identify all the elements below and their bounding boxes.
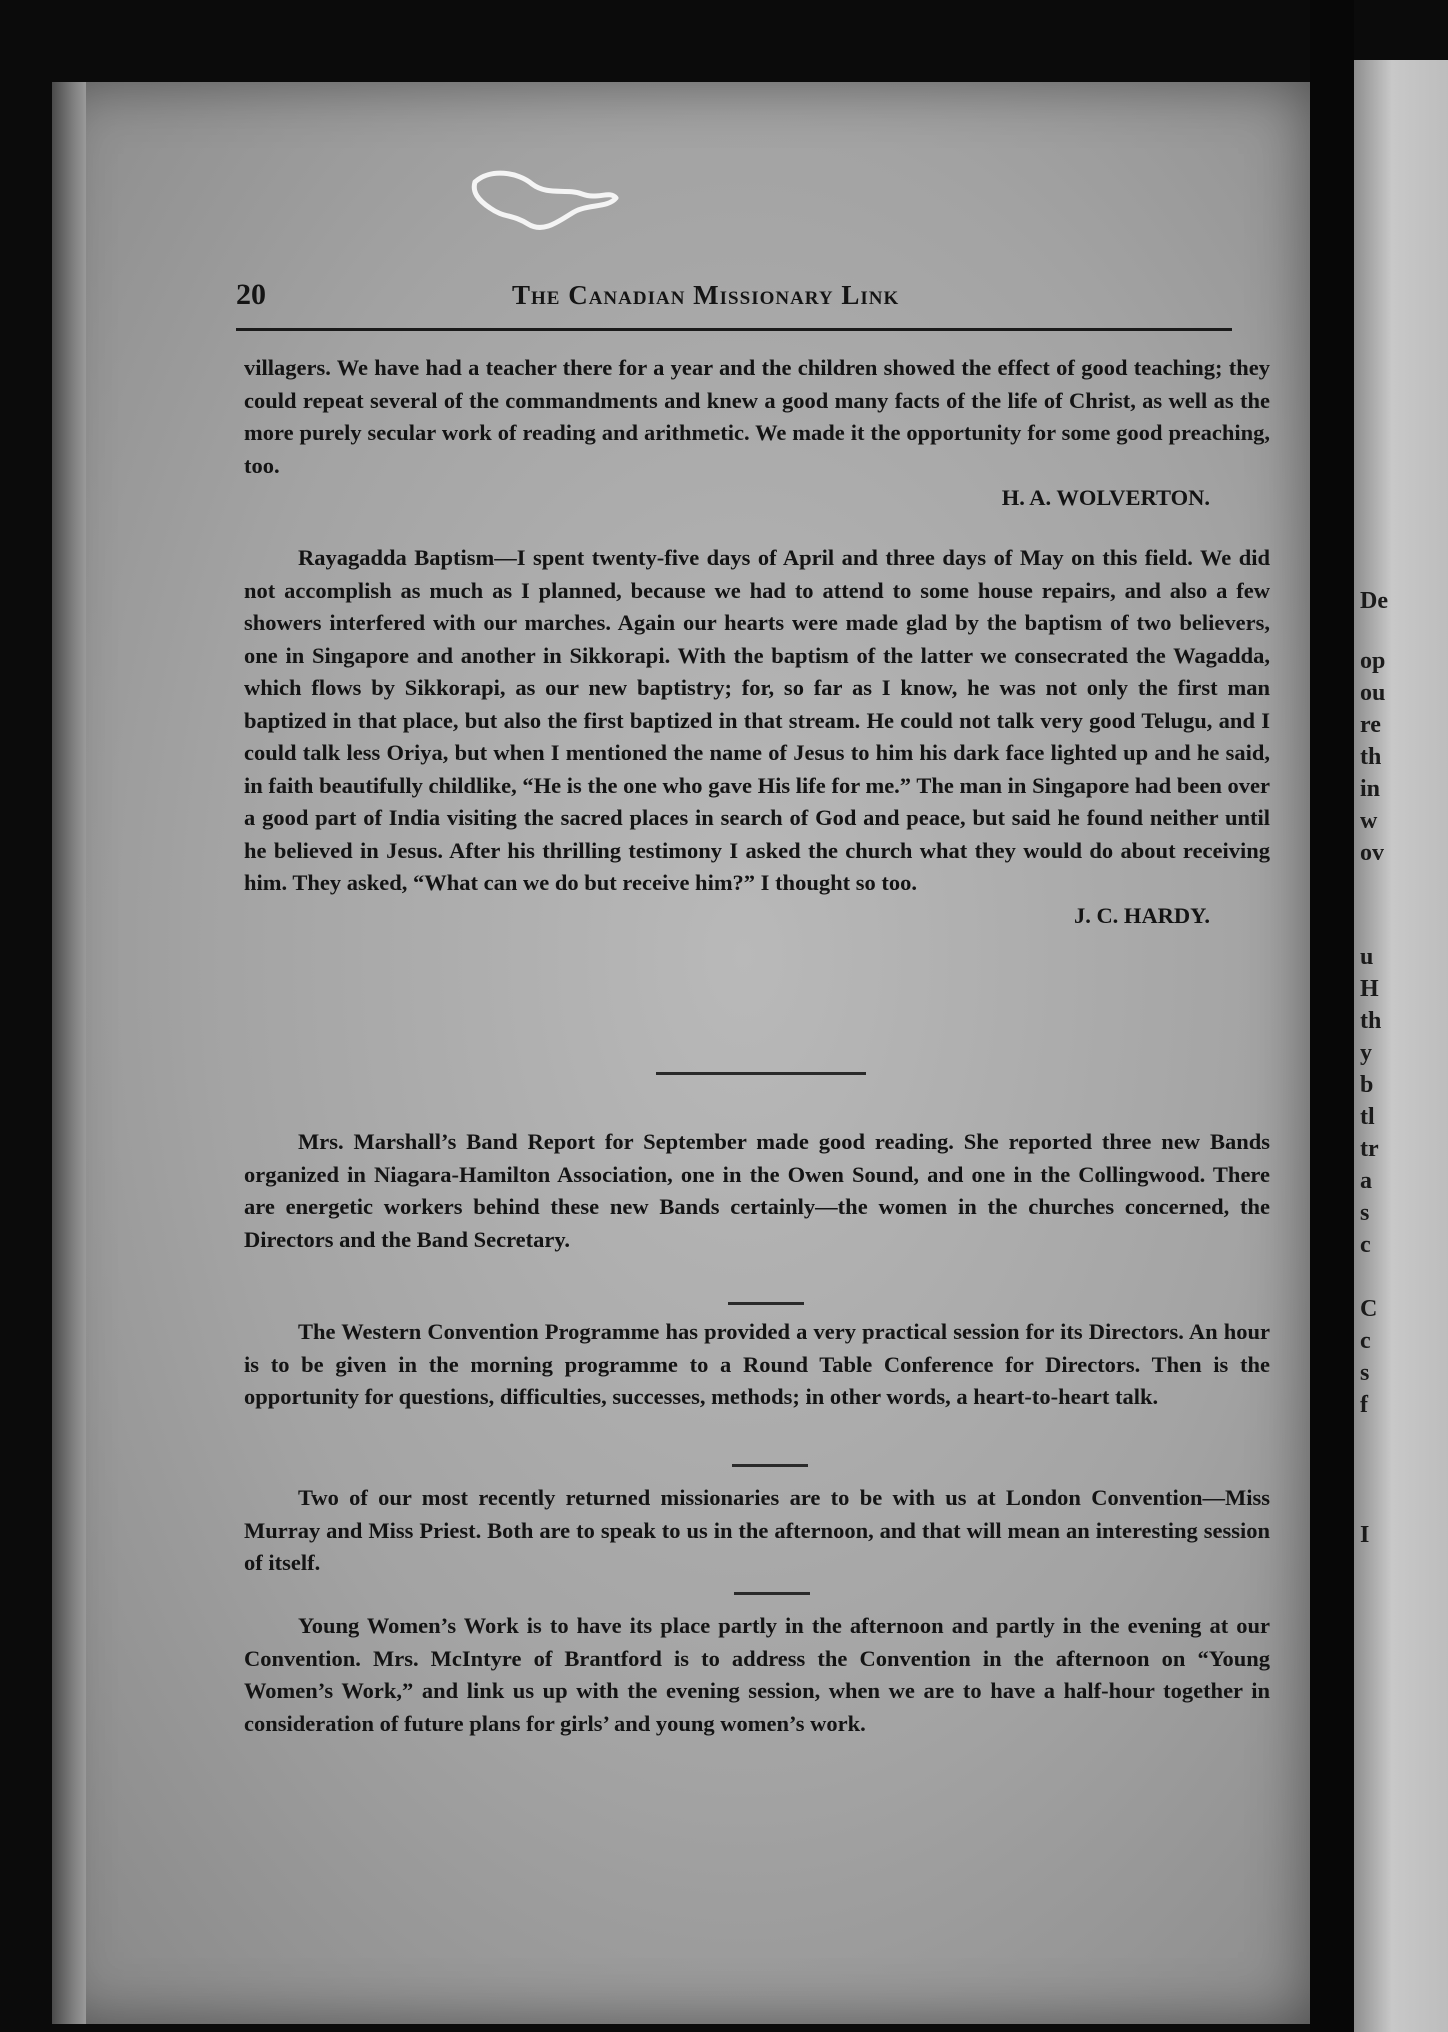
- hardy-lead-title: Rayagadda Baptism: [298, 545, 495, 570]
- next-page-edge: [1354, 60, 1448, 2032]
- note-divider: [734, 1592, 810, 1595]
- running-title: The Canadian Missionary Link: [512, 280, 900, 310]
- wolverton-signature: H. A. WOLVERTON.: [1001, 485, 1210, 510]
- note-divider: [732, 1464, 808, 1467]
- wolverton-letter: [244, 352, 1270, 515]
- next-page-fragment: I: [1360, 1522, 1370, 1548]
- note-paragraph: Mrs. Marshall’s Band Report for September made good reading. She reported three new Bands organized in Niagara-Hamilton Association, one in the Owen Sound, and one in the Collingwood. There are energetic workers behind these new Bands certainly—the women in the churches concerned, the Directors and the Band Secretary.: [244, 1129, 1270, 1252]
- note-returned-missionaries: [244, 1482, 1270, 1580]
- hardy-signature: J. C. HARDY.: [1073, 902, 1210, 928]
- next-page-fragment: ou: [1360, 680, 1386, 706]
- book-gutter: [1310, 0, 1354, 2032]
- next-page-fragment: s: [1360, 1360, 1370, 1386]
- next-page-fragment: tr: [1360, 1136, 1379, 1162]
- header-rule: [236, 328, 1232, 331]
- page-header: [236, 278, 1236, 318]
- next-page-fragment: H: [1360, 976, 1379, 1002]
- next-page-fragment: C: [1360, 1296, 1378, 1322]
- next-page-fragment: c: [1360, 1328, 1371, 1354]
- next-page-fragment: in: [1360, 776, 1381, 802]
- note-young-womens-work: [244, 1610, 1270, 1740]
- note-divider: [728, 1302, 804, 1305]
- hardy-paragraph: [244, 542, 1270, 900]
- wolverton-paragraph: villagers. We have had a teacher there for a year and the children showed the effect of good teaching; they could repeat several of the commandments and knew a good many facts of the life of Christ, as well as the more purely secular work of reading and arithmetic. We made it the opportunity for some good preaching, too.: [244, 355, 1270, 478]
- next-page-fragment: w: [1360, 808, 1378, 834]
- next-page-fragment: y: [1360, 1040, 1372, 1066]
- note-paragraph: Two of our most recently returned missionaries are to be with us at London Convention—Miss Murray and Miss Priest. Both are to speak to us in the afternoon, and that will mean an interesting session of itself.: [244, 1485, 1270, 1575]
- next-page-fragment: De: [1360, 588, 1388, 614]
- next-page-fragment: b: [1360, 1072, 1374, 1098]
- page-binding-edge: [52, 82, 86, 2024]
- hardy-letter: [244, 542, 1270, 932]
- next-page-fragment: u: [1360, 944, 1374, 970]
- next-page-fragment: th: [1360, 744, 1382, 770]
- white-stain-mark: [470, 168, 620, 238]
- note-paragraph: Young Women’s Work is to have its place partly in the afternoon and partly in the evening at our Convention. Mrs. McIntyre of Brantford is to address the Convention in the afternoon on “Young Women’s Work,” and link us up with the evening session, when we are to have a half-hour together in consideration of future plans for girls’ and young women’s work.: [244, 1613, 1270, 1736]
- next-page-fragment: s: [1360, 1200, 1370, 1226]
- next-page-fragment: op: [1360, 648, 1386, 674]
- next-page-fragment: a: [1360, 1168, 1372, 1194]
- next-page-fragment: f: [1360, 1392, 1368, 1418]
- note-western-convention: [244, 1316, 1270, 1414]
- next-page-fragment: c: [1360, 1232, 1371, 1258]
- note-band-report: [244, 1126, 1270, 1256]
- next-page-fragment: re: [1360, 712, 1381, 738]
- next-page-fragment: ov: [1360, 840, 1384, 866]
- next-page-fragment: th: [1360, 1008, 1382, 1034]
- page-number: 20: [236, 278, 266, 311]
- hardy-body: —I spent twenty-five days of April and three days of May on this field. We did not accomplish as much as I planned, because we had to attend to some house repairs, and also a few showers interfered with our marches. Again our hearts were made glad by the baptism of two believers, one in Singapore and another in Sikkorapi. With the baptism of the latter we consecrated the Wagadda, which flows by Sikkorapi, as our new baptistry; for, so far as I know, he was not only the first man baptized in that place, but also the first baptized in that stream. He could not talk very good Telugu, and I could talk less Oriya, but when I mentioned the name of Jesus to him his dark face lighted up and he said, in faith beautifully childlike, “He is the one who gave His life for me.” The man in Singapore had been over a good part of India visiting the sacred places in search of God and peace, but said he found neither until he believed in Jesus. After his thrilling testimony I asked the church what they would do about receiving him. They asked, “What can we do but receive him?” I thought so too.: [244, 545, 1270, 895]
- note-paragraph: The Western Convention Programme has provided a very practical session for its Directors. An hour is to be given in the morning programme to a Round Table Conference for Directors. Then is the opportunity for questions, difficulties, successes, methods; in other words, a heart-to-heart talk.: [244, 1319, 1270, 1409]
- section-divider: [656, 1072, 866, 1075]
- next-page-fragment: tl: [1360, 1104, 1375, 1130]
